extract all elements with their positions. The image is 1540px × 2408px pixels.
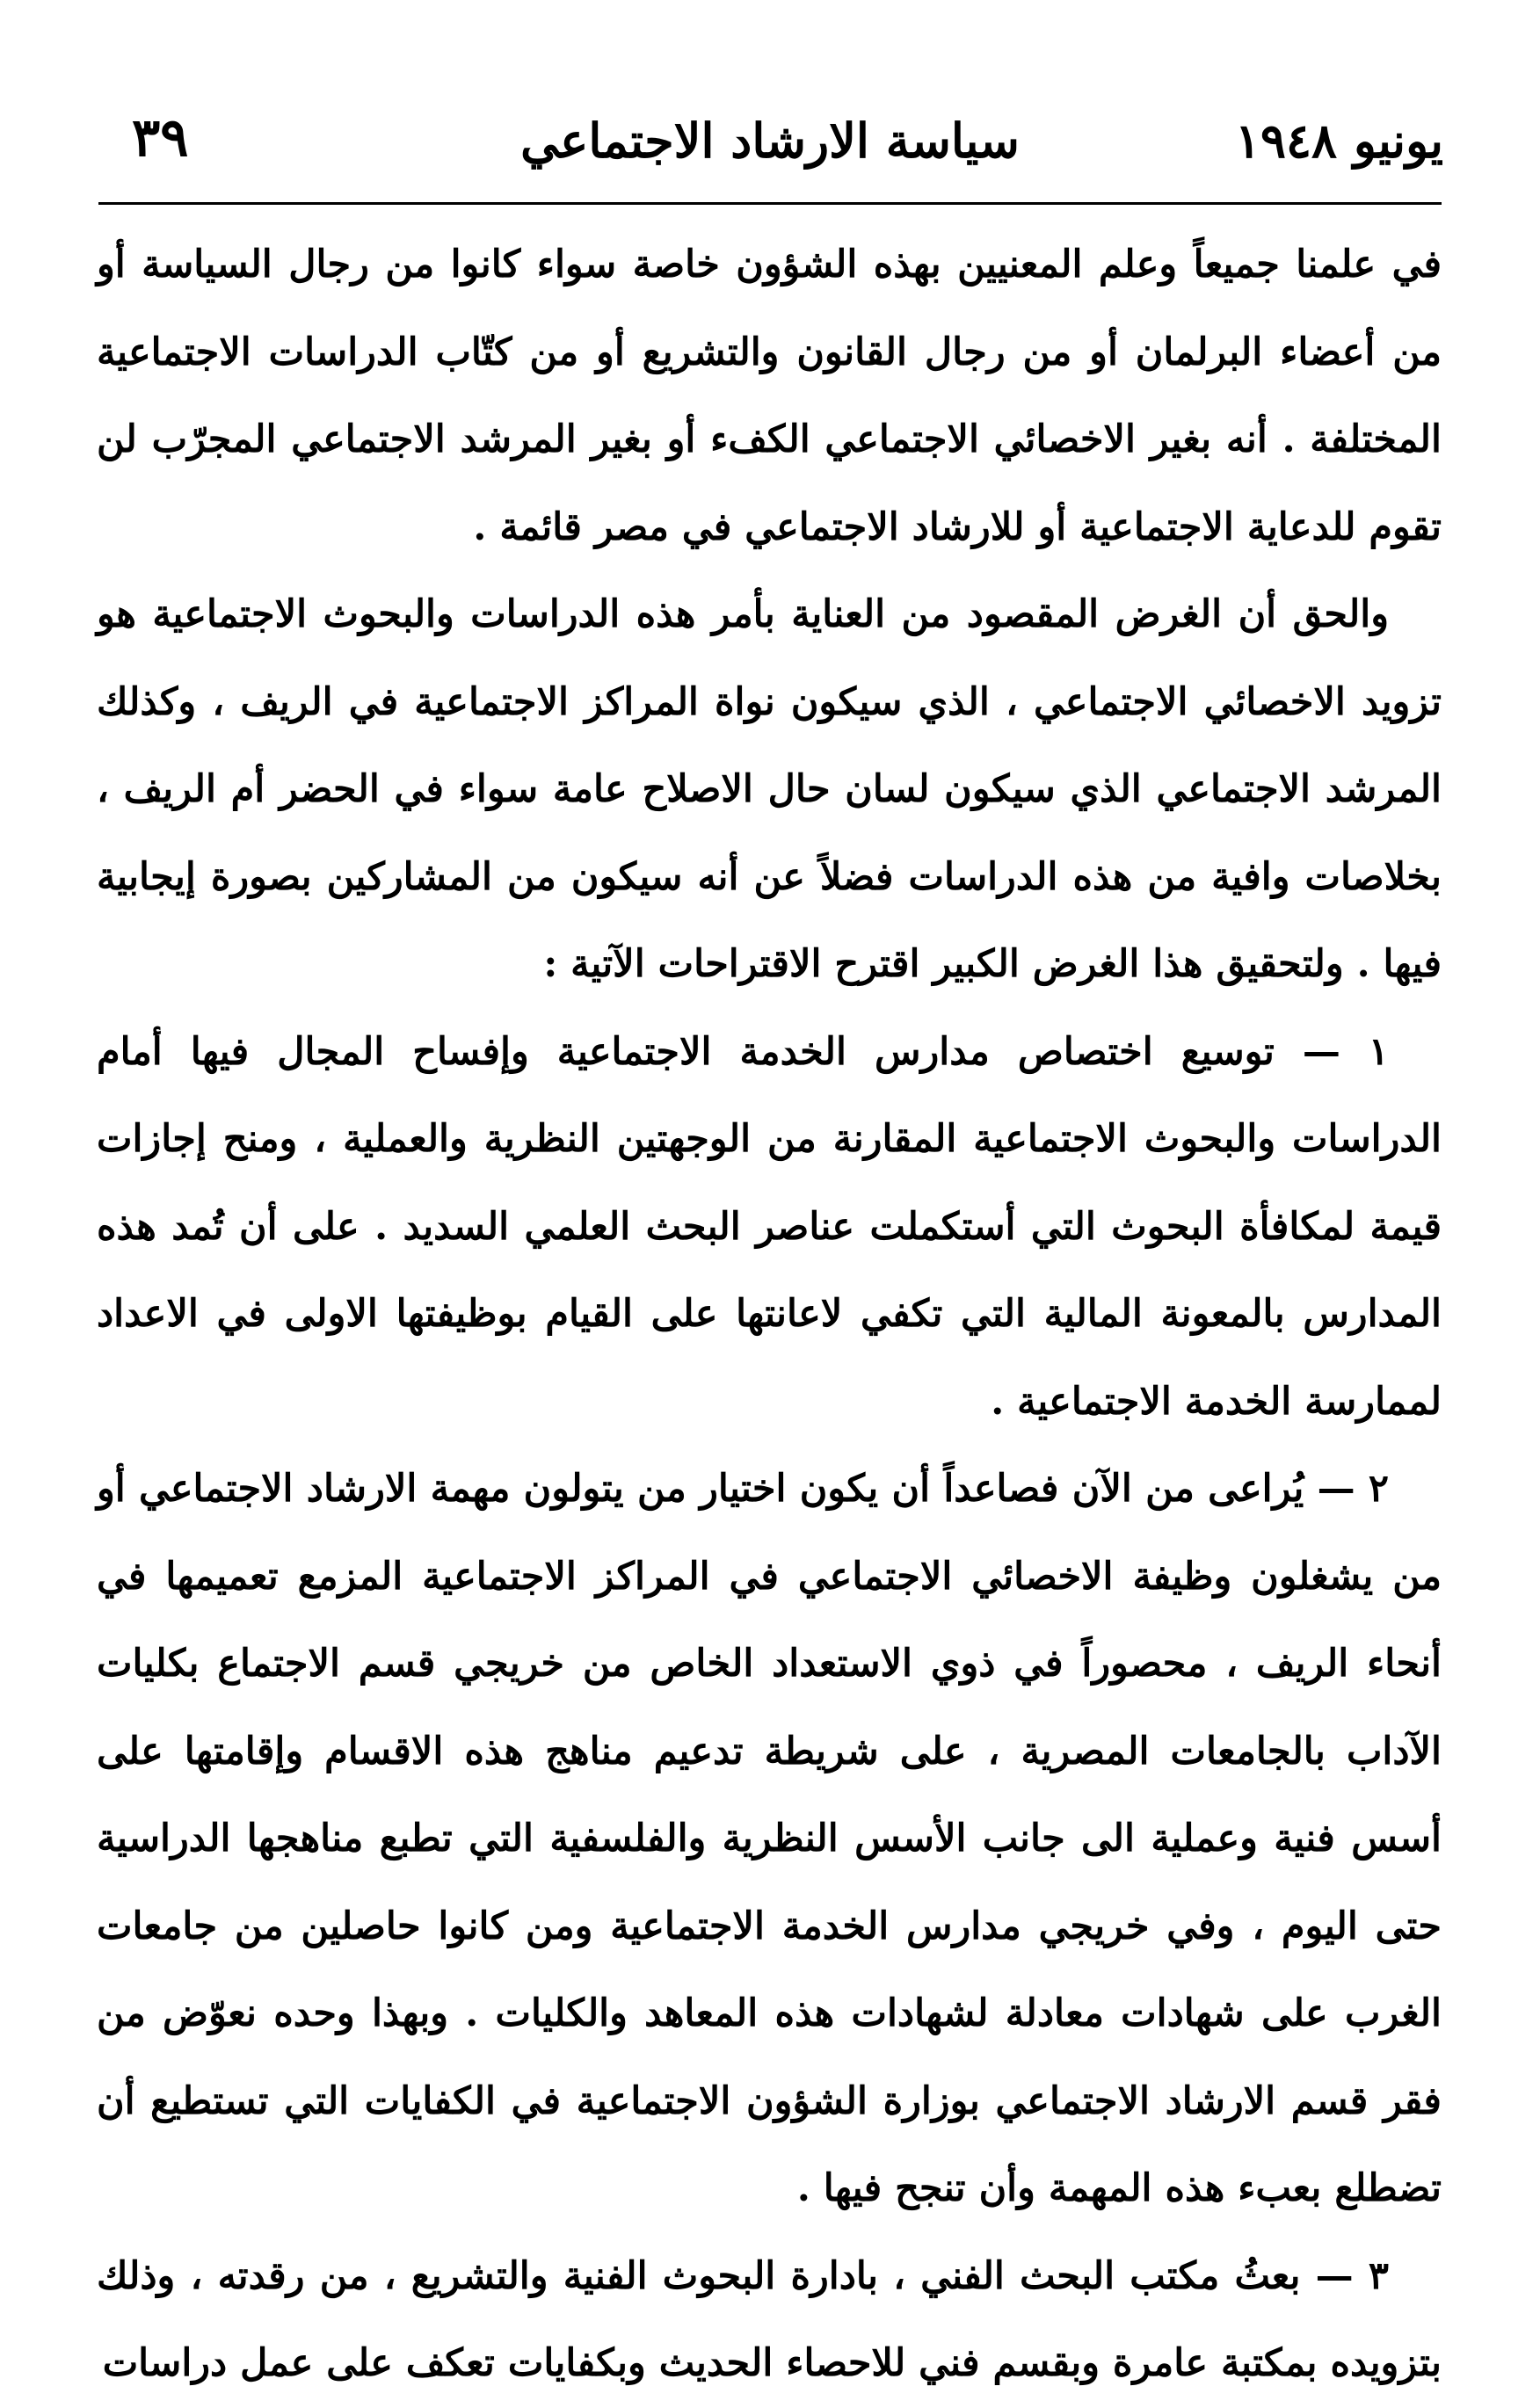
- paragraph-3: ١ — توسيع اختصاص مدارس الخدمة الاجتماعية وإفساح المجال فيها أمام الدراسات والبحوث الاجتماعية المقارنة من الوجهتين النظرية والعملية ، ومنح إجازات قيمة لمكافأة البحوث التي أستكملت عناصر البحث العلمي السديد . على أن تُمد هذه المدارس بالمعونة المالية التي تكفي لاعانتها على القيام بوظيفتها الاولى في الاعداد لممارسة الخدمة الاجتماعية .: [97, 1029, 1442, 1424]
- header-date: يونيو ١٩٤٨: [1235, 112, 1443, 169]
- paragraph-1: في علمنا جميعاً وعلم المعنيين بهذه الشؤون خاصة سواء كانوا من رجال السياسة أو من أعضاء البرلمان أو من رجال القانون والتشريع أو من كتّاب الدراسات الاجتماعية المختلفة . أنه بغير الاخصائي الاجتماعي الكفء أو بغير المرشد الاجتماعي المجرّب لن تقوم للدعاية الاجتماعية أو للارشاد الاجتماعي في مصر قائمة .: [97, 243, 1442, 549]
- header-rule: [98, 202, 1442, 205]
- page-number: ٣٩: [132, 107, 189, 169]
- paragraph-2: والحق أن الغرض المقصود من العناية بأمر هذه الدراسات والبحوث الاجتماعية هو تزويد الاخصائي الاجتماعي ، الذي سيكون نواة المراكز الاجتماعية في الريف ، وكذلك المرشد الاجتماعي الذي سيكون لسان حال الاصلاح عامة سواء في الحضر أم الريف ، بخلاصات وافية من هذه الدراسات فضلاً عن أنه سيكون من المشاركين بصورة إيجابية فيها . ولتحقيق هذا الغرض الكبير اقترح الاقتراحات الآتية :: [97, 592, 1442, 986]
- header-title: سياسة الارشاد الاجتماعي: [520, 112, 1020, 169]
- page-header: [97, 98, 1443, 195]
- paragraph-5: ٣ — بعثُ مكتب البحث الفني ، بادارة البحوث الفنية والتشريع ، من رقدته ، وذلك بتزويده بمكتبة عامرة وبقسم فني للاحصاء الحديث وبكفايات تعكف على عمل دراسات: [97, 2253, 1442, 2385]
- page-body: [97, 221, 1442, 2408]
- paragraph-4: ٢ — يُراعى من الآن فصاعداً أن يكون اختيار من يتولون مهمة الارشاد الاجتماعي أو من يشغلون وظيفة الاخصائي الاجتماعي في المراكز الاجتماعية المزمع تعميمها في أنحاء الريف ، محصوراً في ذوي الاستعداد الخاص من خريجي قسم الاجتماع بكليات الآداب بالجامعات المصرية ، على شريطة تدعيم مناهج هذه الاقسام وإقامتها على أسس فنية وعملية الى جانب الأسس النظرية والفلسفية التي تطبع مناهجها الدراسية حتى اليوم ، وفي خريجي مدارس الخدمة الاجتماعية ومن كانوا حاصلين من جامعات الغرب على شهادات معادلة لشهادات هذه المعاهد والكليات . وبهذا وحده نعوّض من فقر قسم الارشاد الاجتماعي بوزارة الشؤون الاجتماعية في الكفايات التي تستطيع أن تضطلع بعبء هذه المهمة وأن تنجح فيها .: [97, 1467, 1442, 2210]
